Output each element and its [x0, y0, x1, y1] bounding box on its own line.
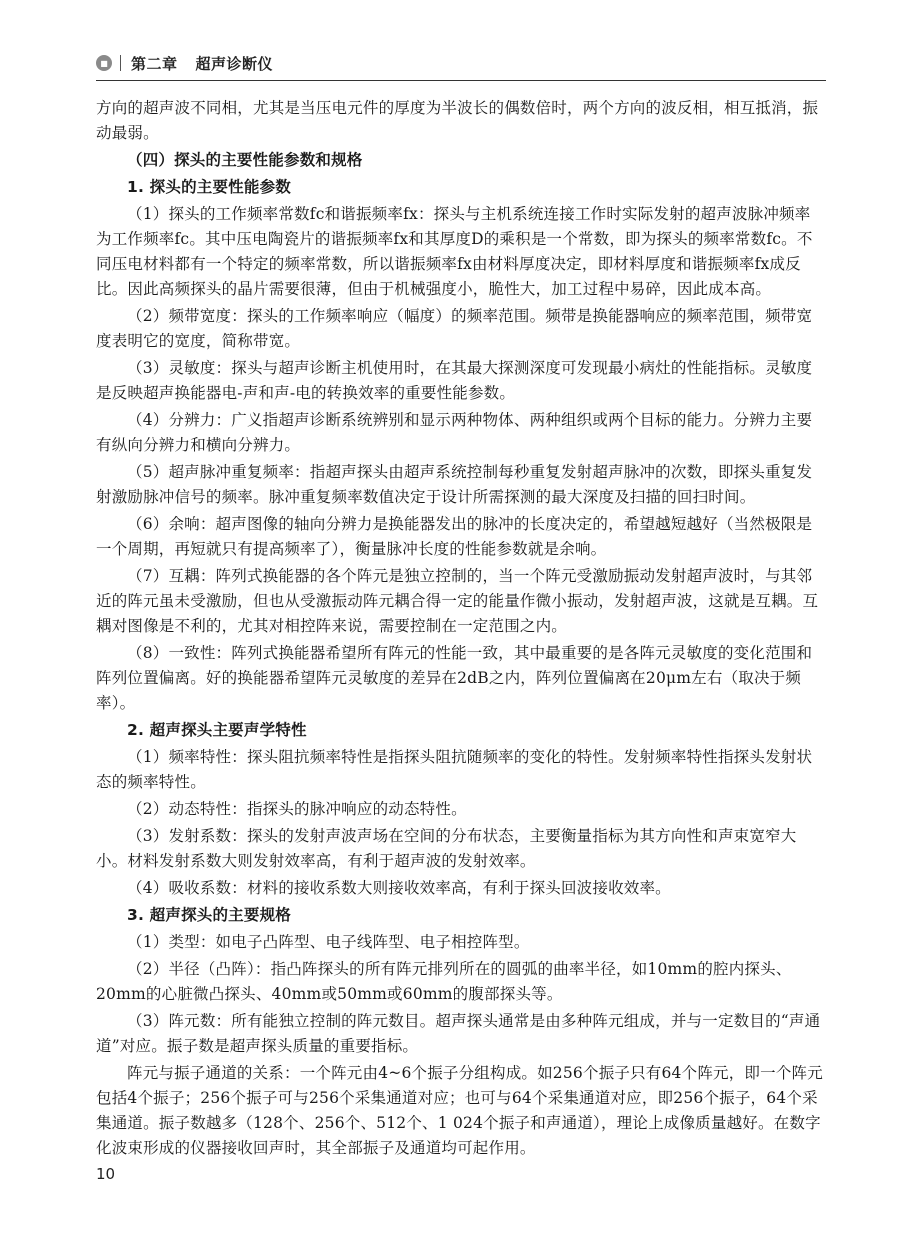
subsection-heading: 1. 探头的主要性能参数	[127, 178, 291, 196]
body-paragraph: （8）一致性：阵列式换能器希望所有阵元的性能一致，其中最重要的是各阵元灵敏度的变化范围和阵列位置偏离。好的换能器希望阵元灵敏度的差异在2dB之内，阵列位置偏离在20μm左右（取决于频率）。	[96, 644, 813, 712]
body-paragraph: （1）频率特性：探头阻抗频率特性是指探头阻抗随频率的变化的特性。发射频率特性指探头发射状态的频率特性。	[96, 748, 813, 791]
body-paragraph: （2）半径（凸阵）：指凸阵探头的所有阵元排列所在的圆弧的曲率半径，如10mm的腔内探头、20mm的心脏微凸探头、40mm或50mm或60mm的腹部探头等。	[96, 960, 792, 1003]
body-paragraph: （7）互耦：阵列式换能器的各个阵元是独立控制的，当一个阵元受激励振动发射超声波时，与其邻近的阵元虽未受激励，但也从受激振动阵元耦合得一定的能量作微小振动，发射超声波，这就是互耦。互耦对图像是不利的，尤其对相控阵来说，需要控制在一定范围之内。	[96, 567, 819, 635]
body-paragraph: （1）类型：如电子凸阵型、电子线阵型、电子相控阵型。	[127, 933, 530, 951]
body-paragraph: （3）发射系数：探头的发射声波声场在空间的分布状态，主要衡量指标为其方向性和声束宽窄大小。材料发射系数大则发射效率高，有利于超声波的发射效率。	[96, 827, 797, 870]
header-divider	[120, 55, 121, 71]
header-rule	[96, 80, 826, 81]
subsection-heading: 3. 超声探头的主要规格	[127, 906, 291, 924]
body-paragraph: （5）超声脉冲重复频率：指超声探头由超声系统控制每秒重复发射超声脉冲的次数，即探头重复发射激励脉冲信号的频率。脉冲重复频率数值决定于设计所需探测的最大深度及扫描的回扫时间。	[96, 463, 813, 506]
body-paragraph: （2）频带宽度：探头的工作频率响应（幅度）的频率范围。频带是换能器响应的频率范围，频带宽度表明它的宽度，简称带宽。	[96, 307, 813, 350]
book-icon: ■	[96, 55, 112, 71]
body-paragraph: （4）分辨力：广义指超声诊断系统辨别和显示两种物体、两种组织或两个目标的能力。分辨力主要有纵向分辨力和横向分辨力。	[96, 411, 813, 454]
body-paragraph: （3）灵敏度：探头与超声诊断主机使用时，在其最大探测深度可发现最小病灶的性能指标。灵敏度是反映超声换能器电-声和声-电的转换效率的重要性能参数。	[96, 359, 813, 402]
body-paragraph: （3）阵元数：所有能独立控制的阵元数目。超声探头通常是由多种阵元组成，并与一定数目的“声通道”对应。振子数是超声探头质量的重要指标。	[96, 1012, 821, 1055]
body-paragraph: 阵元与振子通道的关系：一个阵元由4~6个振子分组构成。如256个振子只有64个阵元，即一个阵元包括4个振子；256个振子可与256个采集通道对应；也可与64个采集通道对应，即256个振子，64个采集通道。振子数越多（128个、256个、512个、1 024个振子和声通道），理论上成像质量越好。在数字化波束形成的仪器接收回声时，其全部振子及通道均可起作用。	[96, 1064, 823, 1157]
page-body	[96, 96, 826, 1163]
chapter-label: 第二章	[131, 54, 178, 73]
body-paragraph: （2）动态特性：指探头的脉冲响应的动态特性。	[127, 800, 467, 818]
body-paragraph: 方向的超声波不同相，尤其是当压电元件的厚度为半波长的偶数倍时，两个方向的波反相，相互抵消，振动最弱。	[96, 99, 819, 142]
page-number: 10	[96, 1165, 116, 1183]
section-heading: （四）探头的主要性能参数和规格	[127, 151, 363, 169]
body-paragraph: （6）余响：超声图像的轴向分辨力是换能器发出的脉冲的长度决定的，希望越短越好（当然极限是一个周期，再短就只有提高频率了），衡量脉冲长度的性能参数就是余响。	[96, 515, 813, 558]
running-header	[96, 48, 826, 78]
chapter-title: 超声诊断仪	[195, 54, 274, 73]
body-paragraph: （4）吸收系数：材料的接收系数大则接收效率高，有利于探头回波接收效率。	[127, 879, 671, 897]
body-paragraph: （1）探头的工作频率常数fc和谐振频率fx：探头与主机系统连接工作时实际发射的超声波脉冲频率为工作频率fc。其中压电陶瓷片的谐振频率fx和其厚度D的乘积是一个常数，即为探头的频率常数fc。不同压电材料都有一个特定的频率常数，所以谐振频率fx由材料厚度决定，即材料厚度和谐振频率fx成反比。因此高频探头的晶片需要很薄，但由于机械强度小，脆性大，加工过程中易碎，因此成本高。	[96, 205, 813, 298]
subsection-heading: 2. 超声探头主要声学特性	[127, 721, 307, 739]
